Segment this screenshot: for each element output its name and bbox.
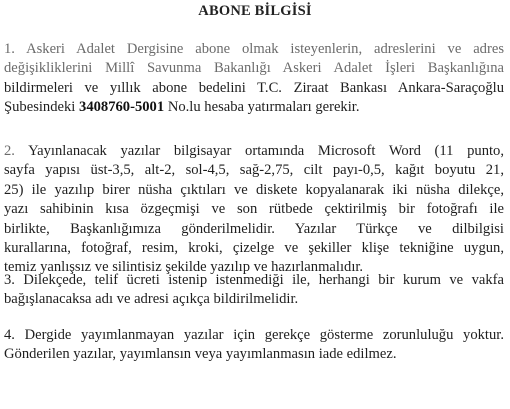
paragraph-4	[4, 326, 504, 365]
paragraph-3-number: 3.	[4, 272, 15, 288]
account-number: 3408760-5001	[79, 99, 165, 116]
paragraph-1-line-1: 1. Askeri Adalet Dergisine abone olmak isteyenlerin, adreslerini ve adres	[4, 41, 504, 57]
paragraph-1-line-4	[4, 98, 504, 117]
paragraph-3-line-1: 3. Dilekçede, telif ücreti istenip istenmediği ile, herhangi bir kurum ve vakfa	[4, 272, 504, 288]
paragraph-3	[4, 271, 504, 310]
paragraph-2-line-1: 2. Yayınlanacak yazılar bilgisayar ortamında Microsoft Word (11 punto,	[4, 143, 504, 159]
paragraph-2-line-4: yazı sahibinin kısa özgeçmişi ve son rütbede çektirilmiş bir fotoğrafı ile	[4, 201, 504, 218]
paragraph-2-line-2: sayfa yapısı üst-3,5, alt-2, sol-4,5, sağ-2,75, cilt payı-0,5, kağıt boyutu 21,	[4, 162, 504, 179]
page-title: ABONE BİLGİSİ	[198, 3, 312, 19]
paragraph-2-line-5: birlikte, Başkanlığımıza gönderilmelidir. Yazılar Türkçe ve dilbilgisi	[4, 220, 504, 237]
paragraph-3-line-2: bağışlanacaksa adı ve adresi açıkça bildirilmelidir.	[4, 291, 299, 308]
paragraph-4-line-1: 4. Dergide yayımlanmayan yazılar için gerekçe gösterme zorunluluğu yoktur.	[4, 327, 504, 343]
paragraph-1-line-2: değişikliklerini Millî Savunma Bakanlığı Askeri Adalet İşleri Başkanlığına	[4, 60, 504, 77]
paragraph-1	[4, 40, 504, 118]
paragraph-1-number: 1.	[4, 41, 15, 57]
paragraph-2-line-6: kurallarına, fotoğraf, resim, kroki, çizelge ve şekiller klişe tekniğine uygun,	[4, 240, 504, 257]
paragraph-1-last-before: Şubesindeki	[4, 99, 76, 116]
paragraph-2	[4, 142, 504, 278]
paragraph-2-number: 2.	[4, 143, 15, 159]
paragraph-4-line-2: Gönderilen yazılar, yayımlansın veya yayımlanmasın iade edilmez.	[4, 346, 397, 363]
paragraph-4-number: 4.	[4, 327, 15, 343]
paragraph-1-line-3: bildirmeleri ve yıllık abone bedelini T.C. Ziraat Bankası Ankara-Saraçoğlu	[4, 79, 504, 96]
paragraph-2-line-7: temiz yanlışsız ve silintisiz şekilde yazılıp ve hazırlanmalıdır.	[4, 259, 364, 276]
paragraph-2-line-3: 25) ile yazılıp birer nüsha çıktıları ve diskete kopyalanarak iki nüsha dilekçe,	[4, 181, 504, 198]
paragraph-1-last-after: No.lu hesaba yatırmaları gerekir.	[167, 99, 360, 116]
